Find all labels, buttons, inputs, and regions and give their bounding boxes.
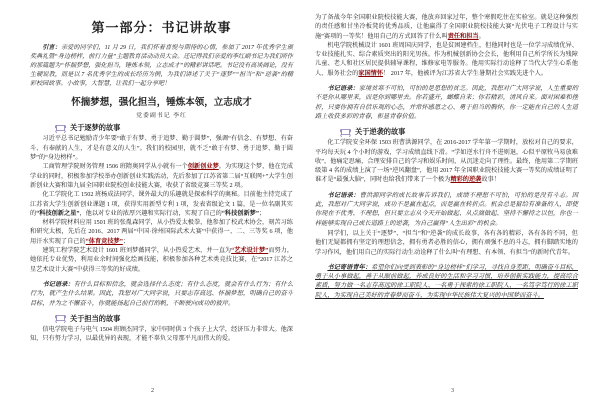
section-comeback-header [339, 127, 578, 137]
paragraph: 同学们，以上关于“逐梦”、“担当”和“逆袭”的成长故事，各有各的精彩，各有各的不同，但他们无疑都拥有坚定的理想信念，拥有勇者必胜的信心，拥有顽强不息的斗志，拥有脚踏实地的学习作风，他们用自己的实际行动生动诠释了什么叫“有理想、有本领、有担当”的新时代青年。 [315, 229, 578, 256]
secretary-quote: 书记语录：家境贫寒不可怕，可怕的是思想的贫乏。因此，我想对广大同学说，人生重要的不是你从哪里来，而是你到哪里去。你若盛开，蝴蝶自来；你若精彩，清风自来。面对困难和挫折，只要你拥有自信乐观的心态，并常怀感恩之心、勇于担当的胸怀，你一定能在自己的人生道路上收获多彩的青春，彰显青春价值。 [315, 85, 579, 120]
section-comeback-title: 关于逆袭的故事 [355, 127, 406, 137]
intro-paragraph: 引言：亲爱的同学们，11 月 29 日，我们怀着喜悦与期待的心情，参加了 2017 年优秀学生颁奖典礼暨“身边榜样，前行力量”主题教育活动动员大会。还记得我们亲爱的李红副书记为我们所作的那篇题为“怀揣梦想，强化担当，锤炼本领，立志成才”的精彩讲话吧。书记没有高谈阔论，没有生硬说教，而是以 7 名优秀学生的成长经历为例，为我们讲述了关于“逐梦”“担当”和“逆袭”的精彩校园故事。小故事，大智慧，让我们一起分享吧！ [30, 45, 294, 88]
byline: 党委副书记 李红 [136, 113, 187, 120]
paragraph: 习近平总书记勉励青少年要“敢于有梦、勇于追梦、勤于圆梦”，强调“有信念、有梦想、有奋斗、有奉献的人生，才是有意义的人生”。我们的校园里，就不乏“敢于有梦、勇于追梦、勤于圆梦”的“身边榜样”。 [30, 135, 293, 162]
page-number-right: 3 [451, 388, 454, 394]
secretary-message-to-youth: 书记寄语青年：希望你们向受到表彰的“身边榜样”们学习，寻找自身差距，明确奋斗目标，勇于从小事做起，善于从眼前做起，养成良好的生活和学习习惯，培养创新实践能力，提高综合素质，努力做一名志存高远的徐工职院人、一名勇于探索的徐工职院人、一名笃学笃行的徐工职院人，为实现自己美好的青春梦而奋斗，为实现中华民族伟大复兴的中国梦而奋斗。 [315, 263, 578, 299]
page-3 [305, 0, 600, 400]
secretary-quote: 书记语录：有什么目标和信念，就会选择什么态度；有什么态度，就会有什么行为；有什么行为，就产生什么结果。因此，我想对广大同学说，只要志存高远、怀揣梦想，明确自己的奋斗目标，并为之不懈奋斗，你就能扬起自己前行的帆，不断驶向成功的彼岸。 [30, 280, 294, 307]
page-title: 第一部分：书记讲故事 [91, 20, 232, 35]
scroll-icon [54, 124, 67, 133]
scroll-icon [54, 314, 67, 323]
paragraph: 建筑工程学院艺术设计 1601 班刘梦薇同学，从小热爱艺术，并一直为“艺术设计梦”而努力，她依托专业优势，利用业余时间强化绘画技能，积极参加各种艺术类竞技比赛，在“2017 江苏之星艺术设计大赛”中获得三等奖的好成绩。 [30, 247, 294, 273]
scroll-icon [339, 128, 352, 137]
page-number-left: 2 [151, 388, 154, 394]
secretary-quote: 书记语录：曹洪源同学的成长故事告诉我们，成绩不理想不可怕，可怕的是没有斗志。因此，我想对广大同学说，成功不是赢在起点，而是赢在转折点。机会总是留给有准备的人，即使你现在不优秀、不理想，但只要立志从今天开始做起、从点滴做起、坚持不懈持之以恒，你也一样能够实现自己成长道路上的逆袭，为自己赢得“人生出彩”的机会。 [315, 191, 579, 227]
paragraph: 机电学院机械设计 1601 班周国庆同学，也是贫困建档生，但他同时也是一位学习成绩优异、专业技能扎实、综合素质突出的阳光男孩。作为机械创新协会会长，他利用自己所学所长为残障儿童、老人和社区居民提供辅导课程，维修家电等服务。他用实际行动诠释了当代大学生心系他人、服务社会的家国情怀！ 2017 年，他被评为江苏省大学生暑期社会实践先进个人。 [315, 41, 578, 77]
paragraph: 化工学院安全环保 1503 班曹洪源同学，在 2016-2017 学年第一学期时，放松对自己的要求，平均每天玩 4 个小时的游戏，学习成绩直线下滑。“学如逆水行舟不进则退，心似平原牧马易放难收”，他痛定思痛，合理安排自己的学习和娱乐时间，从沉迷走向了理性。最终，他用第二学期班级第 4 名的成绩上演了一场“逆风翻盘”，他用 2017 年全国职业院校技能大赛一等奖的成绩证明了谁才是“最强大脑”，同时也给我们带来了一个极为精彩的逆袭故事！ [315, 139, 578, 184]
paragraph-continuation: 为了备战今年全国职业院校技能大赛，他放弃回家过年，整个寒假吃住在实验室。就是这种强烈的责任感和甘坐冷板凳的优秀品质，让他赢得了全国职业院校技能大赛“光伏电子工程设计与实施”赛项的一等奖！他用自己的方式回答了什么叫责任和担当。 [315, 14, 578, 40]
paragraph: 信电学院电子与电气 1504 班顾杰同学，家中同时供 3 个孩子上大学，经济压力非常大。他深知，只有努力学习，以最优异的表现，才能不辜负父母那平凡而伟大的爱。 [30, 325, 293, 343]
section-duty-title: 关于担当的故事 [70, 313, 121, 323]
section-dream-title: 关于逐梦的故事 [70, 123, 121, 133]
section-dream-header [54, 123, 293, 133]
speech-title: 怀揣梦想，强化担当，锤炼本领，立志成才 [71, 97, 252, 109]
paragraph: 工商管理学院财务管理 1506 班隋奥同学从小就有一个创新创业梦。为实现这个梦，他在完成学业的同时，积极参加学校举办创新创业实践活动，先后参加了江苏省第二届“互联网+”大学生创新创业大赛和第九届全国职业院校创业技能大赛，收获了省级竞赛三等奖 2 项。 [30, 163, 294, 189]
paragraph: 化工学院化工 1502 班杨成法同学，课外最大的乐趣就是探索科学的奥秘。目前他主持完成了江苏省大学生创新创业课题 1 项，获得实用新型专利 1 项，发表省级论文 1 篇，是一位名副其实的“科技创新之星”，他以对专业的浓厚兴趣和实际行动，实现了自己的“科技创新梦”； [30, 191, 293, 217]
section-duty-header [54, 314, 293, 324]
paragraph: 材料学院材料应用 1501 班的张胤森同学，从小热爱太极拳，他参加了校武术协会，刻苦习练和研究太极，先后在 2016、2017 两届“中国·徐州国际武术大赛”中获得一、二、三等奖 6 项，他用汗水实现了自己的“体育竞技梦”； [30, 219, 293, 245]
